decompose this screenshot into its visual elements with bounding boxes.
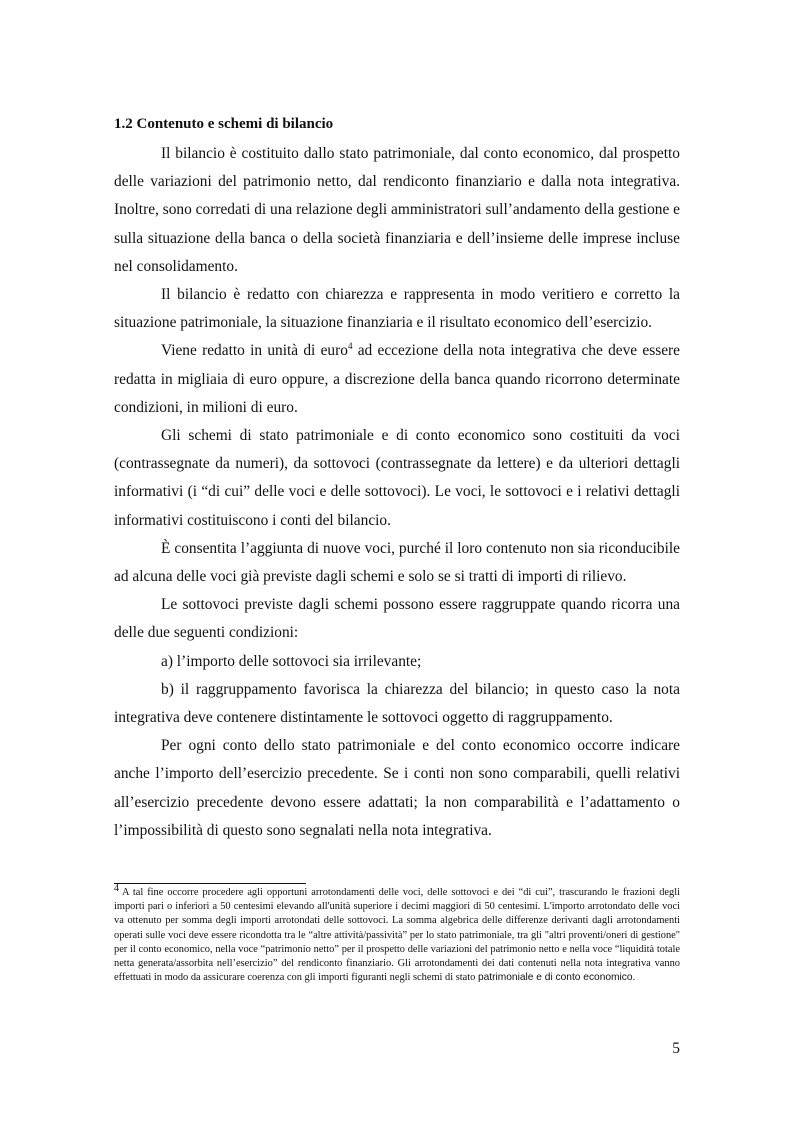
- currency-text-end: ad eccezione della nota integrativa che deve essere redatta in migliaia di euro oppure, a discrezione della banca quando ricorrono determinate condizioni, in milioni di euro.: [114, 342, 680, 416]
- section-heading: 1.2 Contenuto e schemi di bilancio: [114, 116, 334, 132]
- footnote: [114, 882, 680, 985]
- list-item-a: a) l’importo delle sottovoci sia irrilevante;: [161, 652, 422, 670]
- footnote-text: A tal fine occorre procedere agli opportuni arrotondamenti delle voci, delle sottovoci e dei “di cui”, trascurando le frazioni degli importi pari o inferiori a 50 centesimi elevando all'unità superiore i decimi maggiori di 50 centesimi. L'importo arrotondato delle voci va ottenuto per somma degli importi arrotondati delle sottovoci. La somma algebrica delle differenze derivanti dagli arrotondamenti operati sulle voci deve essere ricondotta tra le “altre attività/passività” per lo stato patrimoniale, tra gli "altri proventi/oneri di gestione" per il conto economico, nella voce “patrimonio netto” per il prospetto delle variazioni del patrimonio netto e nella voce “liquidità totale netta generata/assorbita nell’esercizio” del rendiconto finanziario. Gli arrotondamenti dei dati contenuti nella nota integrativa vanno effettuati in modo da assicurare coerenza con gli importi figuranti negli schemi di stato: [114, 887, 680, 984]
- paragraph-new-items: È consentita l’aggiunta di nuove voci, purché il loro contenuto non sia riconducibile ad alcuna delle voci già previste dagli schemi e solo se si tratti di importi di rilievo.: [114, 539, 680, 586]
- footnote-reference: 4: [347, 341, 353, 352]
- paragraph-bilancio-composition: Il bilancio è costituito dallo stato patrimoniale, dal conto economico, dal prospetto delle variazioni del patrimonio netto, dal rendiconto finanziario e dalla nota integrativa. Inoltre, sono corredati di una relazione degli amministratori sull’andamento della gestione e sulla situazione della banca o della società finanziaria e dell’insieme delle imprese incluse nel consolidamento.: [114, 145, 680, 275]
- footnote-separator: [114, 883, 306, 884]
- paragraph-bilancio-clarity: Il bilancio è redatto con chiarezza e rappresenta in modo veritiero e corretto la situazione patrimoniale, la situazione finanziaria e il risultato economico dell’esercizio.: [114, 286, 680, 332]
- list-item-b: b) il raggruppamento favorisca la chiarezza del bilancio; in questo caso la nota integrativa deve contenere distintamente le sottovoci oggetto di raggruppamento.: [114, 680, 680, 727]
- paragraph-previous-year: Per ogni conto dello stato patrimoniale e del conto economico occorre indicare anche l’importo dell’esercizio precedente. Se i conti non sono comparabili, quelli relativi all’esercizio precedente devono essere adattati; la non comparabilità e l’adattamento o l’impossibilità di questo sono segnalati nella nota integrativa.: [114, 737, 680, 839]
- paragraph-grouping-conditions: Le sottovoci previste dagli schemi possono essere raggruppate quando ricorra una delle due seguenti condizioni:: [114, 596, 680, 642]
- paragraph-currency-unit: [114, 337, 680, 422]
- footnote-text-tail: patrimoniale e di conto economico.: [477, 972, 636, 984]
- page-number: 5: [672, 1040, 680, 1057]
- currency-text-start: Viene redatto in unità di euro: [161, 342, 348, 360]
- paragraph-schemes-structure: Gli schemi di stato patrimoniale e di conto economico sono costituiti da voci (contrassegnate da numeri), da sottovoci (contrassegnate da lettere) e da ulteriori dettagli informativi (i “di cui” delle voci e delle sottovoci). Le voci, le sottovoci e i relativi dettagli informativi costituiscono i conti del bilancio.: [114, 427, 680, 529]
- page-body: [114, 114, 680, 845]
- footnote-mark: 4: [114, 882, 119, 894]
